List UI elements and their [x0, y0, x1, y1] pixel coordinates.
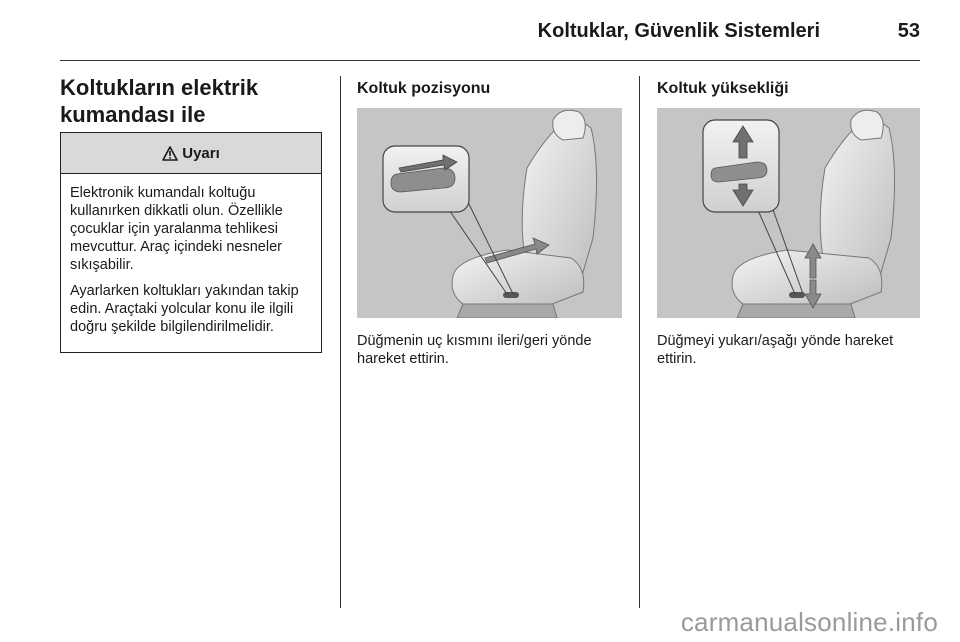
- section-heading-line2: kumandası ile: [60, 102, 206, 127]
- warning-paragraph-2: Ayarlarken koltukları yakından takip edin. Araçtaki yolcular konu ile ilgili doğru şekilde bilgilendirilmelidir.: [70, 283, 299, 335]
- footer-watermark: carmanualsonline.info: [680, 607, 938, 637]
- warning-header: [61, 133, 321, 174]
- seat-position-heading: Koltuk pozisyonu: [357, 80, 491, 97]
- column-divider-left: [340, 76, 341, 608]
- page-number: 53: [897, 20, 920, 42]
- page-header-title: Koltuklar, Güvenlik Sistemleri: [537, 20, 820, 42]
- warning-box: [60, 132, 322, 353]
- header-rule: [60, 60, 920, 61]
- column-divider-right: [639, 76, 640, 608]
- warning-triangle-icon: [162, 146, 178, 161]
- section-heading-line1: Koltukların elektrik: [60, 75, 259, 100]
- seat-position-illustration: [357, 108, 622, 318]
- seat-position-caption: Düğmenin uç kısmını ileri/geri yönde hareket ettirin.: [357, 333, 592, 367]
- warning-paragraph-1: Elektronik kumandalı koltuğu kullanırken dikkatli olun. Özellikle çocuklar için yaralanma tehlikesi mevcuttur. Araç içindeki nesneler sıkışabilir.: [70, 185, 283, 273]
- seat-height-heading: Koltuk yüksekliği: [657, 80, 789, 97]
- seat-height-caption: Düğmeyi yukarı/aşağı yönde hareket ettirin.: [657, 333, 894, 367]
- seat-height-illustration: [657, 108, 920, 318]
- warning-title: Uyarı: [182, 144, 220, 162]
- warning-body: [61, 174, 321, 336]
